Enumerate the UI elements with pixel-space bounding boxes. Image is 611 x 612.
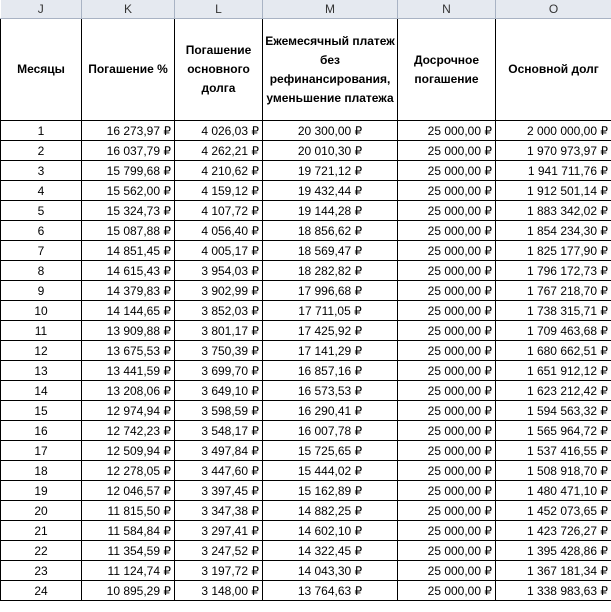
principal-debt-cell[interactable]: 1 623 212,42 ₽ <box>496 381 611 401</box>
interest-cell[interactable]: 15 324,73 ₽ <box>82 201 175 221</box>
month-cell[interactable]: 1 <box>1 121 82 141</box>
early-repayment-cell[interactable]: 25 000,00 ₽ <box>398 321 496 341</box>
column-header-bar <box>1 0 611 19</box>
month-cell[interactable]: 24 <box>1 581 82 601</box>
interest-cell[interactable]: 12 974,94 ₽ <box>82 401 175 421</box>
monthly-payment-cell[interactable]: 20 010,30 ₽ <box>263 141 398 161</box>
monthly-payment-cell[interactable]: 15 444,02 ₽ <box>263 461 398 481</box>
principal-debt-cell[interactable]: 1 825 177,90 ₽ <box>496 241 611 261</box>
principal-debt-cell[interactable]: 1 970 973,97 ₽ <box>496 141 611 161</box>
principal-debt-cell[interactable]: 1 767 218,70 ₽ <box>496 281 611 301</box>
principal-cell[interactable]: 3 649,10 ₽ <box>175 381 263 401</box>
principal-cell[interactable]: 4 056,40 ₽ <box>175 221 263 241</box>
column-header-k[interactable]: K <box>82 0 175 19</box>
column-header-n[interactable]: N <box>398 0 496 19</box>
table-row <box>1 541 611 561</box>
table-row <box>1 381 611 401</box>
early-repayment-cell[interactable]: 25 000,00 ₽ <box>398 181 496 201</box>
month-cell[interactable]: 8 <box>1 261 82 281</box>
principal-cell[interactable]: 3 801,17 ₽ <box>175 321 263 341</box>
interest-cell[interactable]: 11 124,74 ₽ <box>82 561 175 581</box>
principal-debt-cell[interactable]: 1 508 918,70 ₽ <box>496 461 611 481</box>
monthly-payment-cell[interactable]: 17 425,92 ₽ <box>263 321 398 341</box>
table-row <box>1 221 611 241</box>
principal-cell[interactable]: 4 005,17 ₽ <box>175 241 263 261</box>
early-repayment-cell[interactable]: 25 000,00 ₽ <box>398 361 496 381</box>
interest-cell[interactable]: 14 379,83 ₽ <box>82 281 175 301</box>
principal-cell[interactable]: 3 548,17 ₽ <box>175 421 263 441</box>
header-monthly-payment-cell[interactable]: Ежемесячный платеж без рефинансирования, уменьшение платежа <box>263 19 398 121</box>
interest-cell[interactable]: 10 895,29 ₽ <box>82 581 175 601</box>
month-cell[interactable]: 4 <box>1 181 82 201</box>
early-repayment-cell[interactable]: 25 000,00 ₽ <box>398 381 496 401</box>
principal-cell[interactable]: 4 262,21 ₽ <box>175 141 263 161</box>
principal-debt-cell[interactable]: 1 423 726,27 ₽ <box>496 521 611 541</box>
interest-cell[interactable]: 15 562,00 ₽ <box>82 181 175 201</box>
header-principal-cell[interactable]: Погашение основного долга <box>175 19 263 121</box>
interest-cell[interactable]: 14 615,43 ₽ <box>82 261 175 281</box>
table-row <box>1 521 611 541</box>
principal-debt-cell[interactable]: 1 537 416,55 ₽ <box>496 441 611 461</box>
principal-debt-cell[interactable]: 1 651 912,12 ₽ <box>496 361 611 381</box>
principal-cell[interactable]: 3 347,38 ₽ <box>175 501 263 521</box>
table-row <box>1 141 611 161</box>
interest-cell[interactable]: 13 909,88 ₽ <box>82 321 175 341</box>
early-repayment-cell[interactable]: 25 000,00 ₽ <box>398 461 496 481</box>
column-header-o[interactable]: O <box>496 0 611 19</box>
principal-debt-cell[interactable]: 1 680 662,51 ₽ <box>496 341 611 361</box>
principal-cell[interactable]: 3 297,41 ₽ <box>175 521 263 541</box>
table-row <box>1 121 611 141</box>
monthly-payment-cell[interactable]: 15 162,89 ₽ <box>263 481 398 501</box>
principal-debt-cell[interactable]: 1 941 711,76 ₽ <box>496 161 611 181</box>
early-repayment-cell[interactable]: 25 000,00 ₽ <box>398 261 496 281</box>
principal-cell[interactable]: 4 026,03 ₽ <box>175 121 263 141</box>
early-repayment-cell[interactable]: 25 000,00 ₽ <box>398 561 496 581</box>
header-month-cell[interactable]: Месяцы <box>1 19 82 121</box>
principal-debt-cell[interactable]: 1 594 563,32 ₽ <box>496 401 611 421</box>
table-row <box>1 241 611 261</box>
interest-cell[interactable]: 13 441,59 ₽ <box>82 361 175 381</box>
table-row <box>1 421 611 441</box>
principal-debt-cell[interactable]: 1 738 315,71 ₽ <box>496 301 611 321</box>
table-row <box>1 501 611 521</box>
table-row <box>1 301 611 321</box>
header-early-repayment-cell[interactable]: Досрочное погашение <box>398 19 496 121</box>
column-header-l[interactable]: L <box>175 0 263 19</box>
interest-cell[interactable]: 15 087,88 ₽ <box>82 221 175 241</box>
month-cell[interactable]: 3 <box>1 161 82 181</box>
monthly-payment-cell[interactable]: 19 432,44 ₽ <box>263 181 398 201</box>
month-cell[interactable]: 23 <box>1 561 82 581</box>
table-row <box>1 161 611 181</box>
monthly-payment-cell[interactable]: 14 882,25 ₽ <box>263 501 398 521</box>
month-cell[interactable]: 17 <box>1 441 82 461</box>
interest-cell[interactable]: 15 799,68 ₽ <box>82 161 175 181</box>
month-cell[interactable]: 16 <box>1 421 82 441</box>
principal-cell[interactable]: 3 954,03 ₽ <box>175 261 263 281</box>
early-repayment-cell[interactable]: 25 000,00 ₽ <box>398 201 496 221</box>
month-cell[interactable]: 5 <box>1 201 82 221</box>
principal-cell[interactable]: 3 902,99 ₽ <box>175 281 263 301</box>
table-row <box>1 481 611 501</box>
interest-cell[interactable]: 12 046,57 ₽ <box>82 481 175 501</box>
interest-cell[interactable]: 16 037,79 ₽ <box>82 141 175 161</box>
table-row <box>1 201 611 221</box>
principal-debt-cell[interactable]: 1 338 983,63 ₽ <box>496 581 611 601</box>
monthly-payment-cell[interactable]: 20 300,00 ₽ <box>263 121 398 141</box>
principal-cell[interactable]: 3 447,60 ₽ <box>175 461 263 481</box>
table-row <box>1 321 611 341</box>
interest-cell[interactable]: 16 273,97 ₽ <box>82 121 175 141</box>
early-repayment-cell[interactable]: 25 000,00 ₽ <box>398 241 496 261</box>
monthly-payment-cell[interactable]: 17 711,05 ₽ <box>263 301 398 321</box>
early-repayment-cell[interactable]: 25 000,00 ₽ <box>398 221 496 241</box>
header-interest-cell[interactable]: Погашение % <box>82 19 175 121</box>
table-row <box>1 181 611 201</box>
early-repayment-cell[interactable]: 25 000,00 ₽ <box>398 581 496 601</box>
principal-debt-cell[interactable]: 1 796 172,73 ₽ <box>496 261 611 281</box>
monthly-payment-cell[interactable]: 18 282,82 ₽ <box>263 261 398 281</box>
month-cell[interactable]: 20 <box>1 501 82 521</box>
monthly-payment-cell[interactable]: 16 290,41 ₽ <box>263 401 398 421</box>
month-cell[interactable]: 6 <box>1 221 82 241</box>
month-cell[interactable]: 12 <box>1 341 82 361</box>
monthly-payment-cell[interactable]: 14 043,30 ₽ <box>263 561 398 581</box>
principal-debt-cell[interactable]: 2 000 000,00 ₽ <box>496 121 611 141</box>
early-repayment-cell[interactable]: 25 000,00 ₽ <box>398 121 496 141</box>
monthly-payment-cell[interactable]: 16 573,53 ₽ <box>263 381 398 401</box>
principal-debt-cell[interactable]: 1 912 501,14 ₽ <box>496 181 611 201</box>
principal-cell[interactable]: 3 598,59 ₽ <box>175 401 263 421</box>
interest-cell[interactable]: 12 742,23 ₽ <box>82 421 175 441</box>
principal-debt-cell[interactable]: 1 565 964,72 ₽ <box>496 421 611 441</box>
month-cell[interactable]: 21 <box>1 521 82 541</box>
principal-cell[interactable]: 3 397,45 ₽ <box>175 481 263 501</box>
table-row <box>1 281 611 301</box>
monthly-payment-cell[interactable]: 14 602,10 ₽ <box>263 521 398 541</box>
interest-cell[interactable]: 11 584,84 ₽ <box>82 521 175 541</box>
early-repayment-cell[interactable]: 25 000,00 ₽ <box>398 401 496 421</box>
month-cell[interactable]: 2 <box>1 141 82 161</box>
principal-debt-cell[interactable]: 1 480 471,10 ₽ <box>496 481 611 501</box>
principal-cell[interactable]: 3 148,00 ₽ <box>175 581 263 601</box>
principal-debt-cell[interactable]: 1 395 428,86 ₽ <box>496 541 611 561</box>
table-row <box>1 261 611 281</box>
interest-cell[interactable]: 12 509,94 ₽ <box>82 441 175 461</box>
month-cell[interactable]: 10 <box>1 301 82 321</box>
interest-cell[interactable]: 11 815,50 ₽ <box>82 501 175 521</box>
table-row <box>1 561 611 581</box>
principal-cell[interactable]: 3 197,72 ₽ <box>175 561 263 581</box>
early-repayment-cell[interactable]: 25 000,00 ₽ <box>398 421 496 441</box>
principal-debt-cell[interactable]: 1 709 463,68 ₽ <box>496 321 611 341</box>
principal-cell[interactable]: 3 750,39 ₽ <box>175 341 263 361</box>
interest-cell[interactable]: 13 208,06 ₽ <box>82 381 175 401</box>
table-row <box>1 341 611 361</box>
monthly-payment-cell[interactable]: 17 996,68 ₽ <box>263 281 398 301</box>
early-repayment-cell[interactable]: 25 000,00 ₽ <box>398 481 496 501</box>
principal-debt-cell[interactable]: 1 452 073,65 ₽ <box>496 501 611 521</box>
column-header-m[interactable]: M <box>263 0 398 19</box>
early-repayment-cell[interactable]: 25 000,00 ₽ <box>398 161 496 181</box>
interest-cell[interactable]: 13 675,53 ₽ <box>82 341 175 361</box>
principal-debt-cell[interactable]: 1 367 181,34 ₽ <box>496 561 611 581</box>
principal-cell[interactable]: 3 852,03 ₽ <box>175 301 263 321</box>
month-cell[interactable]: 19 <box>1 481 82 501</box>
principal-debt-cell[interactable]: 1 854 234,30 ₽ <box>496 221 611 241</box>
early-repayment-cell[interactable]: 25 000,00 ₽ <box>398 501 496 521</box>
principal-cell[interactable]: 4 159,12 ₽ <box>175 181 263 201</box>
monthly-payment-cell[interactable]: 16 857,16 ₽ <box>263 361 398 381</box>
table-row <box>1 581 611 601</box>
monthly-payment-cell[interactable]: 19 144,28 ₽ <box>263 201 398 221</box>
monthly-payment-cell[interactable]: 18 569,47 ₽ <box>263 241 398 261</box>
monthly-payment-cell[interactable]: 14 322,45 ₽ <box>263 541 398 561</box>
early-repayment-cell[interactable]: 25 000,00 ₽ <box>398 281 496 301</box>
monthly-payment-cell[interactable]: 19 721,12 ₽ <box>263 161 398 181</box>
month-cell[interactable]: 18 <box>1 461 82 481</box>
principal-cell[interactable]: 3 497,84 ₽ <box>175 441 263 461</box>
table-row <box>1 401 611 421</box>
early-repayment-cell[interactable]: 25 000,00 ₽ <box>398 521 496 541</box>
table-header-row <box>1 19 611 121</box>
month-cell[interactable]: 15 <box>1 401 82 421</box>
principal-debt-cell[interactable]: 1 883 342,02 ₽ <box>496 201 611 221</box>
month-cell[interactable]: 14 <box>1 381 82 401</box>
table-row <box>1 461 611 481</box>
early-repayment-cell[interactable]: 25 000,00 ₽ <box>398 141 496 161</box>
column-header-j[interactable]: J <box>1 0 82 19</box>
monthly-payment-cell[interactable]: 15 725,65 ₽ <box>263 441 398 461</box>
table-row <box>1 361 611 381</box>
principal-cell[interactable]: 3 699,70 ₽ <box>175 361 263 381</box>
month-cell[interactable]: 9 <box>1 281 82 301</box>
interest-cell[interactable]: 12 278,05 ₽ <box>82 461 175 481</box>
month-cell[interactable]: 7 <box>1 241 82 261</box>
table-row <box>1 441 611 461</box>
month-cell[interactable]: 11 <box>1 321 82 341</box>
principal-cell[interactable]: 3 247,52 ₽ <box>175 541 263 561</box>
interest-cell[interactable]: 11 354,59 ₽ <box>82 541 175 561</box>
monthly-payment-cell[interactable]: 17 141,29 ₽ <box>263 341 398 361</box>
header-principal-debt-cell[interactable]: Основной долг <box>496 19 611 121</box>
early-repayment-cell[interactable]: 25 000,00 ₽ <box>398 341 496 361</box>
monthly-payment-cell[interactable]: 16 007,78 ₽ <box>263 421 398 441</box>
monthly-payment-cell[interactable]: 18 856,62 ₽ <box>263 221 398 241</box>
interest-cell[interactable]: 14 851,45 ₽ <box>82 241 175 261</box>
interest-cell[interactable]: 14 144,65 ₽ <box>82 301 175 321</box>
principal-cell[interactable]: 4 107,72 ₽ <box>175 201 263 221</box>
early-repayment-cell[interactable]: 25 000,00 ₽ <box>398 301 496 321</box>
early-repayment-cell[interactable]: 25 000,00 ₽ <box>398 541 496 561</box>
principal-cell[interactable]: 4 210,62 ₽ <box>175 161 263 181</box>
month-cell[interactable]: 22 <box>1 541 82 561</box>
early-repayment-cell[interactable]: 25 000,00 ₽ <box>398 441 496 461</box>
monthly-payment-cell[interactable]: 13 764,63 ₽ <box>263 581 398 601</box>
month-cell[interactable]: 13 <box>1 361 82 381</box>
